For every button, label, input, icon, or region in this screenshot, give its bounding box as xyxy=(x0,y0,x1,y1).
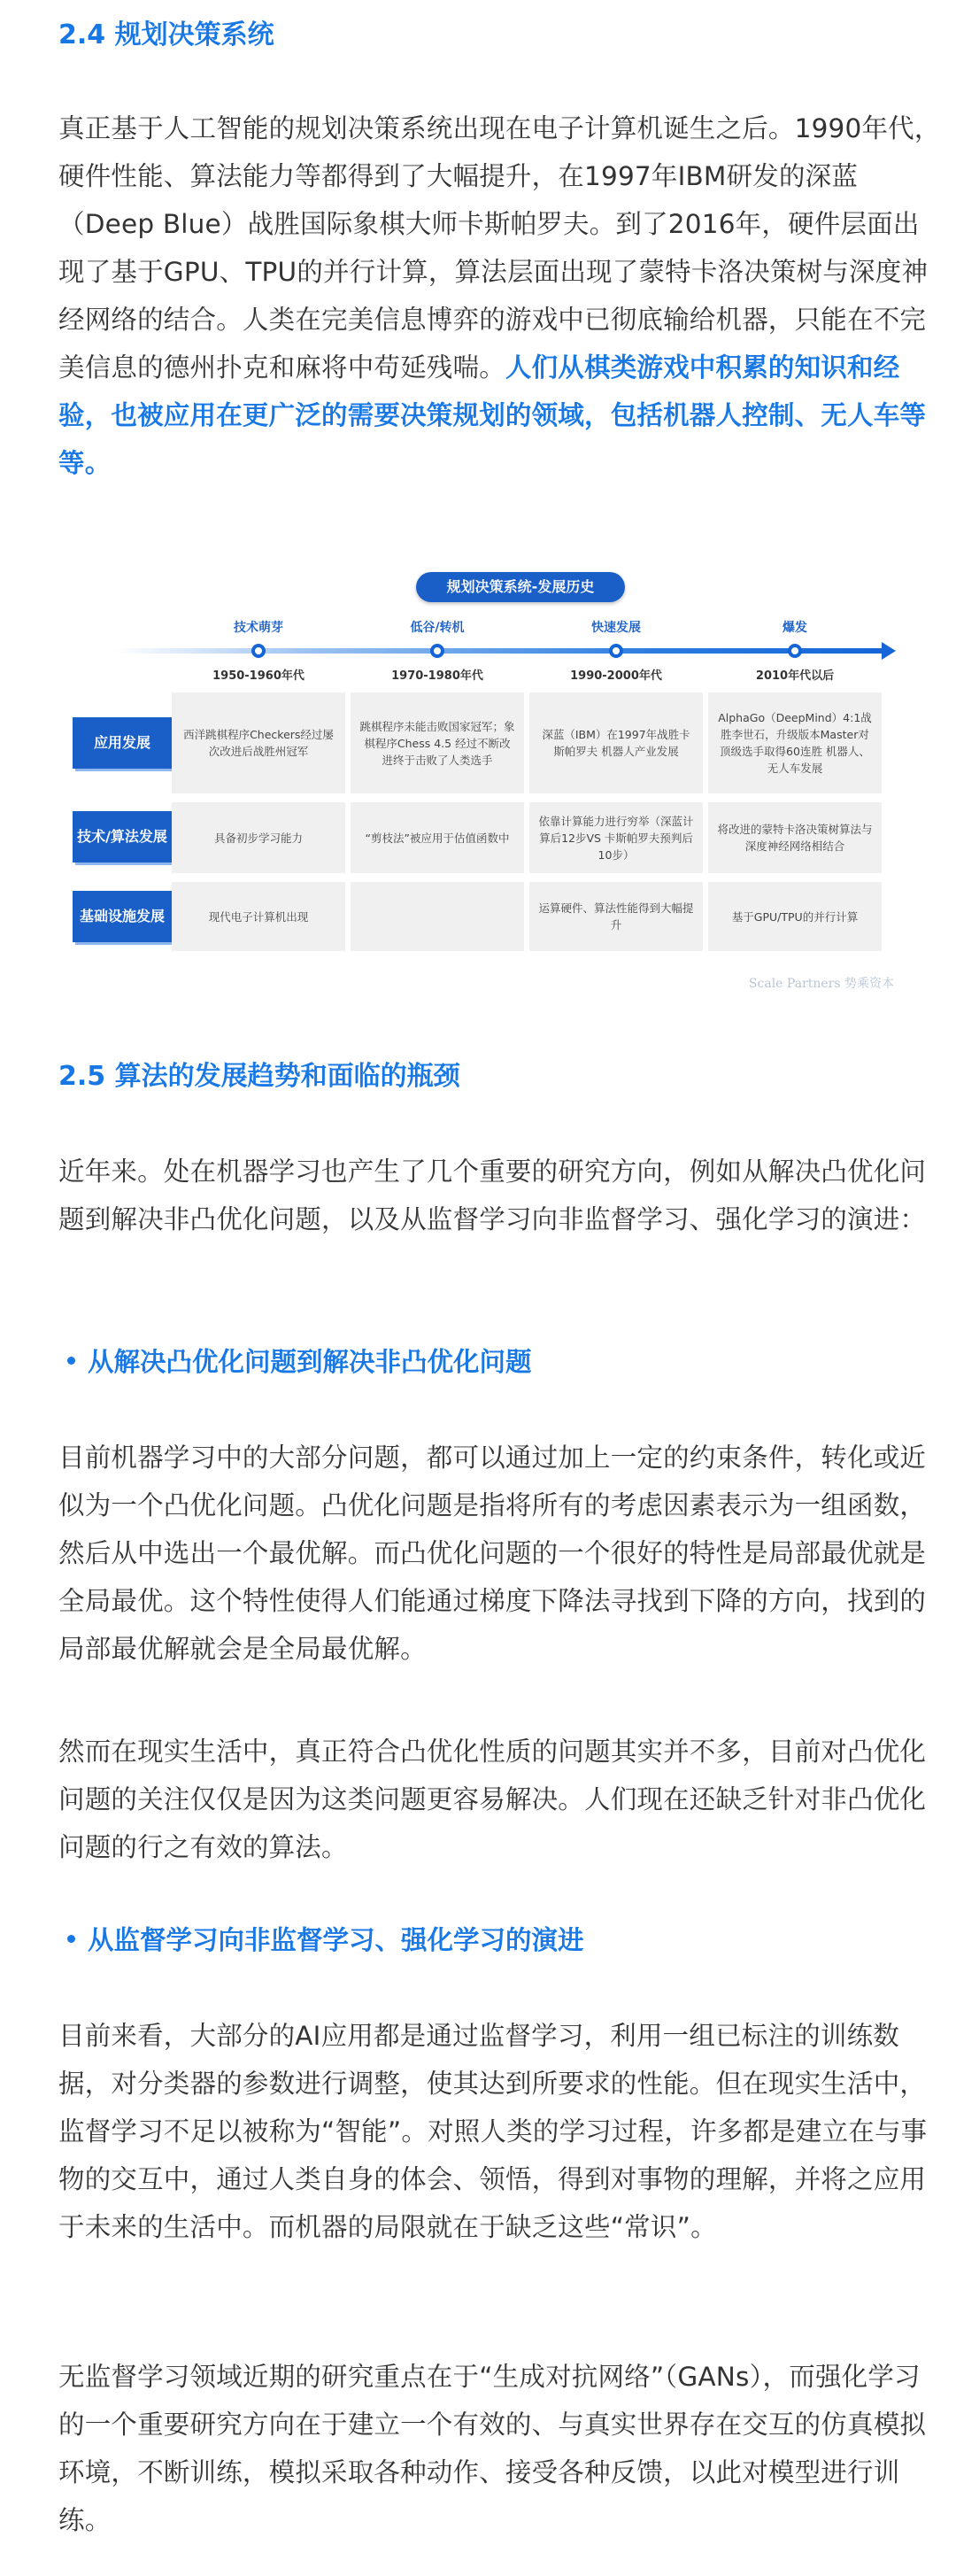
paragraph-intro: 近年来。处在机器学习也产生了几个重要的研究方向，例如从解决凸优化问题到解决非凸优化问题，以及从监督学习向非监督学习、强化学习的演进： xyxy=(58,1156,927,1234)
diagram-title: 规划决策系统-发展历史 xyxy=(416,572,625,602)
bullet-dot-icon xyxy=(67,1357,75,1365)
phase-period: 1990-2000年代 xyxy=(570,669,662,683)
paragraph-convex: 目前机器学习中的大部分问题，都可以通过加上一定的约束条件，转化或近似为一个凸优化问题。凸优化问题是指将所有的考虑因素表示为一组函数，然后从中选出一个最优解。而凸优化问题的一个很好的特性是局部最优就是全局最优。这个特性使得人们能通过梯度下降法寻找到下降的方向，找到的局部最优解就会是全局最优解。 xyxy=(58,1443,927,1664)
diagram-cell: 跳棋程序未能击败国家冠军；象棋程序Chess 4.5 经过不断改进终于击败了人类选手 xyxy=(351,692,524,793)
phase-name: 技术萌芽 xyxy=(234,621,283,635)
phase-name: 低谷/转机 xyxy=(410,621,465,635)
timeline-dot xyxy=(251,644,266,658)
paragraph-unsupervised: 无监督学习领域近期的研究重点在于“生成对抗网络”（GANs），而强化学习的一个重要研究方向在于建立一个有效的、与真实世界存在交互的仿真模拟环境，不断训练，模拟采取各种动作、接受各种反馈，以此对模型进行训练。 xyxy=(58,2362,927,2535)
bullet-text: 从监督学习向非监督学习、强化学习的演进 xyxy=(88,1925,584,1955)
bullet-heading-learning xyxy=(67,1922,584,1958)
paragraph-nonconvex: 然而在现实生活中，真正符合凸优化性质的问题其实并不多，目前对凸优化问题的关注仅仅是因为这类问题更容易解决。人们现在还缺乏针对非凸优化问题的行之有效的算法。 xyxy=(58,1737,927,1862)
phase-period: 2010年代以后 xyxy=(755,669,835,683)
diagram-cell: 深蓝（IBM）在1997年战胜卡斯帕罗夫 机器人产业发展 xyxy=(529,692,703,793)
diagram-cell: 基于GPU/TPU的并行计算 xyxy=(708,882,882,951)
phase-name: 爆发 xyxy=(783,621,807,635)
row-label-application: 应用发展 xyxy=(73,717,172,769)
paragraph-plain-text: 真正基于人工智能的规划决策系统出现在电子计算机诞生之后。1990年代，硬件性能、算法能力等都得到了大幅提升，在1997年IBM研发的深蓝（Deep Blue）战胜国际象棋大师卡斯帕罗夫。到了2016年，硬件层面出现了基于GPU、TPU的并行计算，算法层面出现了蒙特卡洛决策树与深度神经网络的结合。人类在完美信息博弈的游戏中已彻底输给机器，只能在不完美信息的德州扑克和麻将中苟延残喘。 xyxy=(58,113,941,383)
phase-period: 1950-1960年代 xyxy=(212,669,305,683)
diagram-cell: 运算硬件、算法性能得到大幅提升 xyxy=(529,882,703,951)
timeline-bar xyxy=(115,648,887,654)
bullet-heading-convex xyxy=(67,1344,532,1380)
diagram-cell: AlphaGo（DeepMind）4:1战胜李世石，升级版本Master对顶级选手取得60连胜 机器人、无人车发展 xyxy=(708,692,882,793)
bullet-text: 从解决凸优化问题到解决非凸优化问题 xyxy=(88,1347,532,1377)
row-label-technology: 技术/算法发展 xyxy=(73,811,172,863)
diagram-cell xyxy=(351,882,524,951)
diagram-cell: 依靠计算能力进行穷举（深蓝计算后12步VS 卡斯帕罗夫预判后10步） xyxy=(529,802,703,873)
diagram-cell: 现代电子计算机出现 xyxy=(172,882,345,951)
section-heading-2-4: 2.4 规划决策系统 xyxy=(58,19,274,50)
diagram-cell: 具备初步学习能力 xyxy=(172,802,345,873)
diagram-cell: 将改进的蒙特卡洛决策树算法与深度神经网络相结合 xyxy=(708,802,882,873)
timeline-dot xyxy=(788,644,802,658)
row-label-infrastructure: 基础设施发展 xyxy=(73,891,172,942)
timeline-dot xyxy=(430,644,444,658)
paragraph-supervised: 目前来看，大部分的AI应用都是通过监督学习，利用一组已标注的训练数据，对分类器的参数进行调整，使其达到所要求的性能。但在现实生活中，监督学习不足以被称为“智能”。对照人类的学习过程，许多都是建立在与事物的交互中，通过人类自身的体会、领悟，得到对事物的理解，并将之应用于未来的生活中。而机器的局限就在于缺乏这些“常识”。 xyxy=(58,2021,928,2242)
source-watermark: Scale Partners 势乘资本 xyxy=(748,977,894,991)
timeline-dot xyxy=(609,644,623,658)
paragraph-planning-history xyxy=(58,104,944,487)
bullet-dot-icon xyxy=(67,1935,75,1943)
paragraph-highlight-text: 人们从棋类游戏中积累的知识和经验，也被应用在更广泛的需要决策规划的领域，包括机器人控制、无人车等等。 xyxy=(58,352,927,478)
phase-period: 1970-1980年代 xyxy=(391,669,483,683)
phase-name: 快速发展 xyxy=(591,621,641,635)
diagram-cell: 西洋跳棋程序Checkers经过屡次改进后战胜州冠军 xyxy=(172,692,345,793)
section-heading-2-5: 2.5 算法的发展趋势和面临的瓶颈 xyxy=(58,1061,460,1092)
planning-history-diagram xyxy=(58,565,908,999)
diagram-cell: “剪枝法”被应用于估值函数中 xyxy=(351,802,524,873)
timeline-arrow-icon xyxy=(882,642,896,660)
